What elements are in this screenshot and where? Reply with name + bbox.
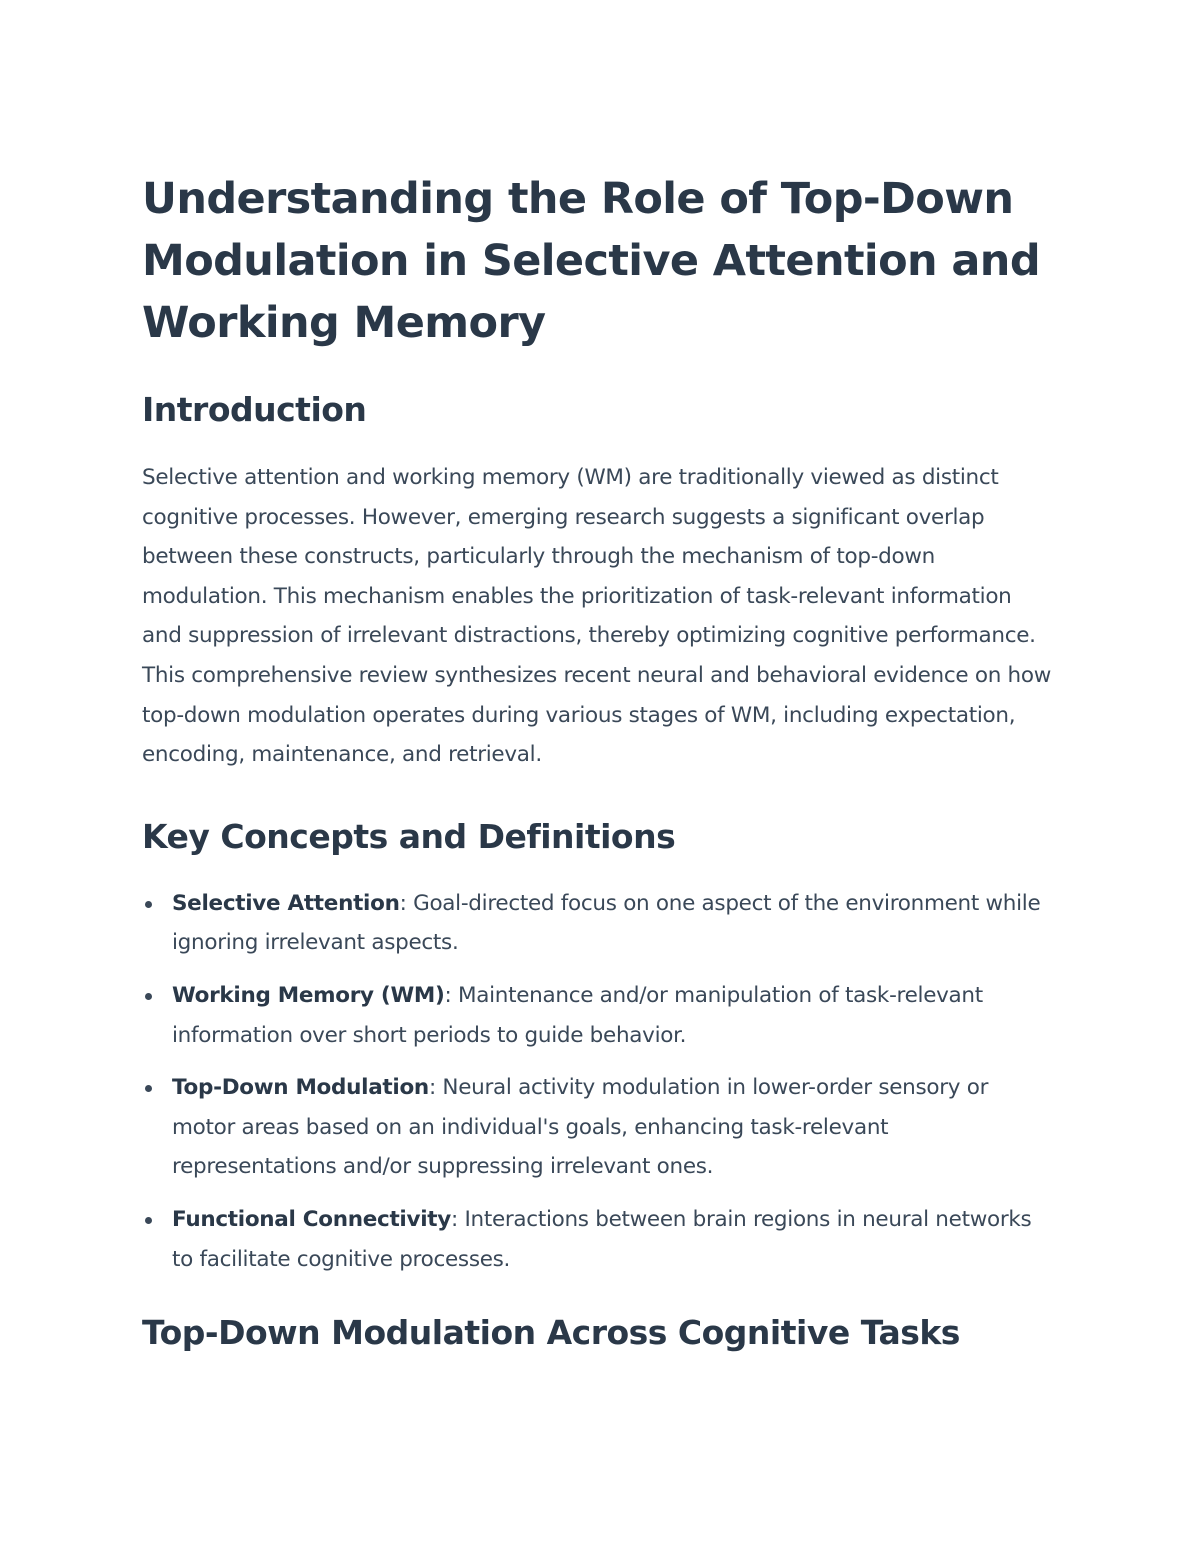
section-heading-top-down-modulation: Top-Down Modulation Across Cognitive Tasks [142, 1313, 960, 1353]
bullet-icon [145, 1217, 152, 1224]
definition-term: Working Memory (WM) [172, 982, 445, 1008]
introduction-paragraph: Selective attention and working memory (WM) are traditionally viewed as distinct cognitive processes. However, emerging research suggests a significant overlap between these constructs, particularly through the mechanism of top-down modulation. This mechanism enables the prioritization of task-relevant information and suppression of irrelevant distractions, thereby optimizing cognitive performance. This comprehensive review synthesizes recent neural and behavioral evidence on how top-down modulation operates during various stages of WM, including expectation, encoding, maintenance, and retrieval. [142, 465, 1052, 768]
definitions-list [142, 884, 1057, 1279]
definition-text: : Maintenance and/or manipulation of task-relevant information over short periods to guide behavior. [172, 982, 983, 1048]
bullet-icon [145, 901, 152, 908]
definition-term: Functional Connectivity [172, 1206, 451, 1232]
document-title: Understanding the Role of Top-Down Modulation in Selective Attention and Working Memory [142, 174, 1040, 348]
bullet-icon [145, 1085, 152, 1092]
definition-text: : Interactions between brain regions in neural networks to facilitate cognitive processes. [172, 1206, 1032, 1272]
definition-text: : Neural activity modulation in lower-order sensory or motor areas based on an individual's goals, enhancing task-relevant representations and/or suppressing irrelevant ones. [172, 1075, 989, 1180]
list-item [142, 1068, 1057, 1187]
list-item [142, 1200, 1057, 1279]
section-heading-introduction: Introduction [142, 390, 367, 429]
definition-term: Selective Attention [172, 890, 400, 916]
document-page [142, 168, 1057, 1355]
section-heading-key-concepts: Key Concepts and Definitions [142, 816, 676, 856]
definition-text: : Goal-directed focus on one aspect of the environment while ignoring irrelevant aspects. [172, 890, 1041, 956]
definition-term: Top-Down Modulation [172, 1075, 429, 1101]
list-item [142, 884, 1057, 963]
bullet-icon [145, 993, 152, 1000]
list-item [142, 976, 1057, 1055]
